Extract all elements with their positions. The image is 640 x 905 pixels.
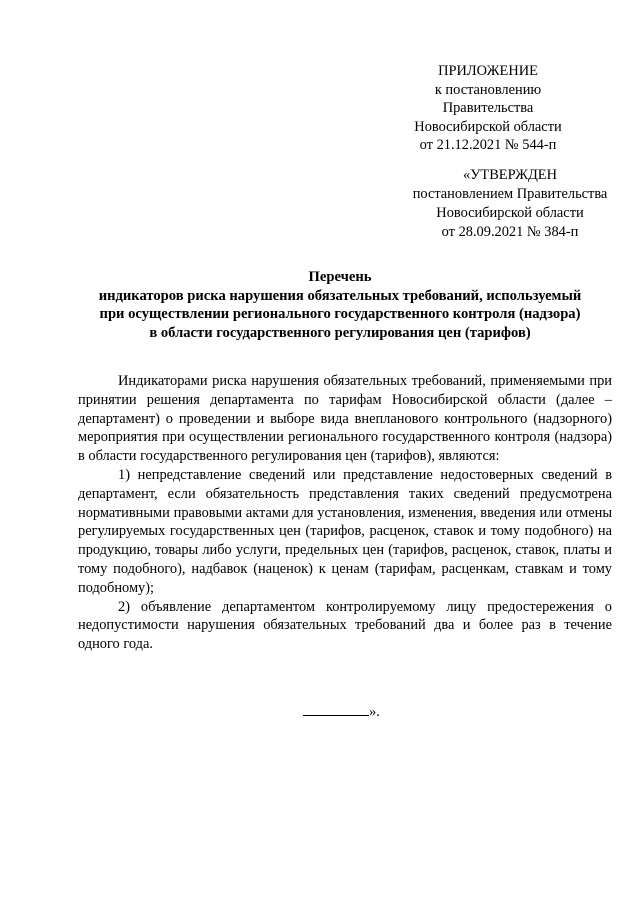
approval-line: постановлением Правительства	[412, 186, 608, 202]
approval-line: Новосибирской области	[436, 205, 584, 221]
annex-line: Новосибирской области	[414, 118, 562, 135]
title-line: при осуществлении регионального государственного контроля (надзора)	[99, 306, 581, 323]
annex-line: к постановлению Правительства	[434, 81, 542, 116]
title-line: индикаторов риска нарушения обязательных требований, используемый	[98, 287, 582, 304]
annex-date-number: от 21.12.2021 № 544-п	[419, 137, 557, 153]
closing-underline	[303, 703, 369, 716]
document-body	[78, 372, 612, 654]
title-line: в области государственного регулирования цен (тарифов)	[149, 325, 531, 342]
list-item-2: 2) объявление департаментом контролируемому лицу предостережения о недопустимости нарушения обязательных требований два и более раз в течение одного года.	[78, 598, 612, 653]
annex-title: ПРИЛОЖЕНИЕ	[438, 63, 538, 79]
document-title	[60, 268, 620, 343]
approval-stamp	[388, 166, 632, 242]
approval-title: «УТВЕРЖДЕН	[463, 167, 557, 183]
title-heading: Перечень	[308, 269, 372, 285]
list-item-1: 1) непредставление сведений или представление недостоверных сведений в департамент, если обязательность представления таких сведений предусмотрена нормативными правовыми актами для установления, изменения, введения или отмены регулируемых государственных цен (тарифов, расценок, ставок и тому подобного) на продукцию, товары либо услуги, предельных цен (тарифов, расценок, ставок, платы и тому подобного), надбавок (наценок) к ценам (тарифам, расценкам, ставкам и тому подобному);	[78, 466, 612, 596]
annex-header	[388, 62, 588, 155]
approval-date-number: от 28.09.2021 № 384-п	[441, 224, 579, 240]
closing-line	[303, 703, 380, 721]
closing-quote: ».	[369, 704, 380, 720]
intro-paragraph: Индикаторами риска нарушения обязательных требований, применяемыми при принятии решения департамента по тарифам Новосибирской области (далее – департамент) о проведении и выборе вида внепланового контрольного (надзорного) мероприятия при осуществлении регионального государственного контроля (надзора) в области государственного регулирования цен (тарифов), являются:	[78, 373, 612, 465]
